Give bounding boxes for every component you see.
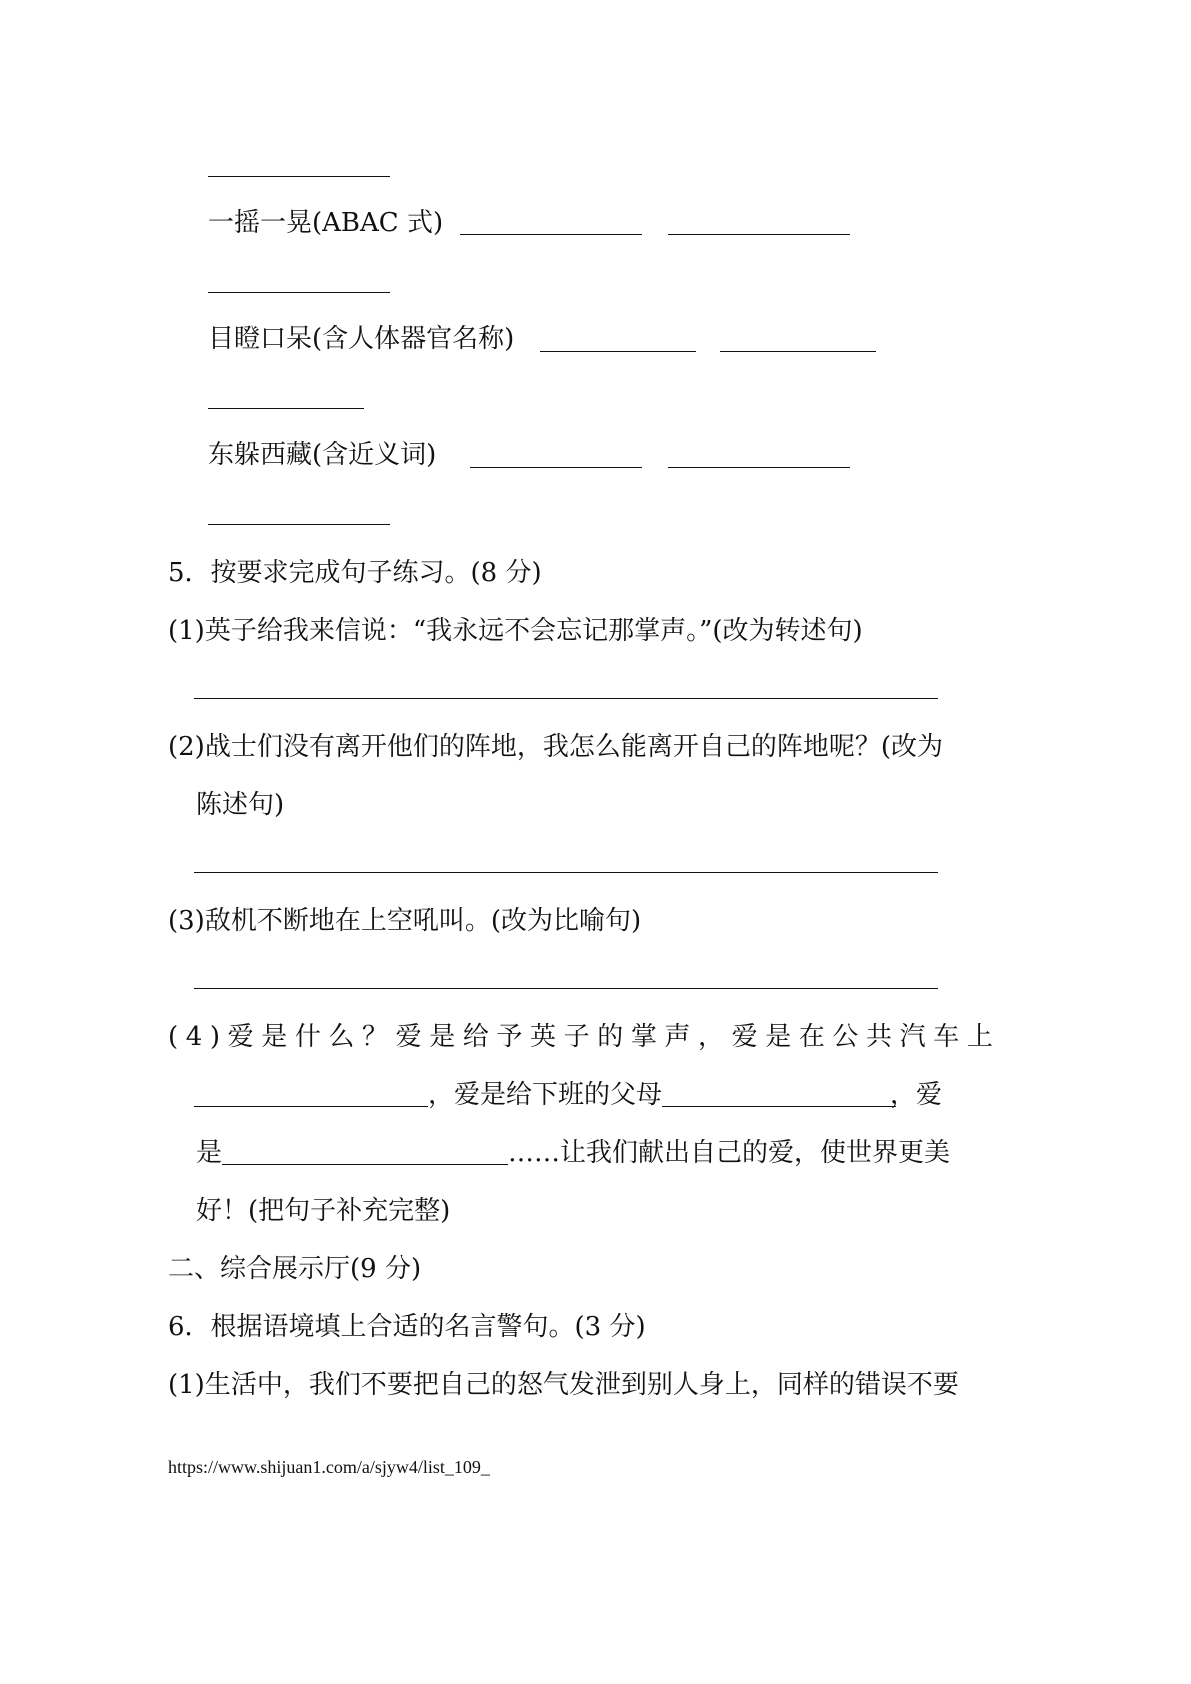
answer-line[interactable] [194, 872, 938, 873]
answer-blank[interactable] [668, 467, 850, 468]
q5-sentence-2-line2: 陈述句) [196, 790, 285, 820]
idiom-abac-label: 一摇一晃(ABAC 式) [208, 208, 444, 238]
answer-line[interactable] [194, 988, 938, 989]
footer-url: https://www.shijuan1.com/a/sjyw4/list_109_ [168, 1457, 490, 1477]
answer-line[interactable] [194, 698, 938, 699]
answer-blank[interactable] [208, 176, 390, 177]
idiom-organs-label: 目瞪口呆(含人体器官名称) [208, 324, 515, 354]
q5-sentence-4-line4: 好！(把句子补充完整) [196, 1196, 451, 1226]
answer-blank[interactable] [470, 467, 642, 468]
section-2-heading: 二、综合展示厅(9 分) [168, 1254, 422, 1284]
answer-blank[interactable] [540, 351, 696, 352]
answer-blank[interactable] [222, 1164, 508, 1165]
answer-blank[interactable] [208, 292, 390, 293]
q5-sentence-4-tail: ……让我们献出自己的爱，使世界更美 [508, 1138, 951, 1168]
question-5-heading: 5．按要求完成句子练习。(8 分) [168, 558, 542, 588]
q5-sentence-3: (3)敌机不断地在上空吼叫。(改为比喻句) [168, 906, 642, 936]
q5-sentence-4-mid2: ，爱 [890, 1080, 943, 1110]
q5-sentence-4-shi: 是 [196, 1138, 223, 1168]
q5-sentence-1: (1)英子给我来信说：“我永远不会忘记那掌声。”(改为转述句) [168, 616, 863, 646]
q5-sentence-4-line1: (4)爱是什么？爱是给予英子的掌声，爱是在公共汽车上 [168, 1022, 1001, 1052]
answer-blank[interactable] [720, 351, 876, 352]
q5-sentence-4-mid1: ，爱是给下班的父母 [428, 1080, 663, 1110]
q6-sentence-1: (1)生活中，我们不要把自己的怒气发泄到别人身上，同样的错误不要 [168, 1370, 959, 1400]
answer-blank[interactable] [460, 234, 642, 235]
q5-sentence-2-line1: (2)战士们没有离开他们的阵地，我怎么能离开自己的阵地呢？(改为 [168, 732, 943, 762]
answer-blank[interactable] [662, 1106, 896, 1107]
answer-blank[interactable] [208, 408, 364, 409]
answer-blank[interactable] [194, 1106, 428, 1107]
idiom-synonyms-label: 东躲西藏(含近义词) [208, 440, 437, 470]
answer-blank[interactable] [208, 524, 390, 525]
question-6-heading: 6．根据语境填上合适的名言警句。(3 分) [168, 1312, 646, 1342]
answer-blank[interactable] [668, 234, 850, 235]
